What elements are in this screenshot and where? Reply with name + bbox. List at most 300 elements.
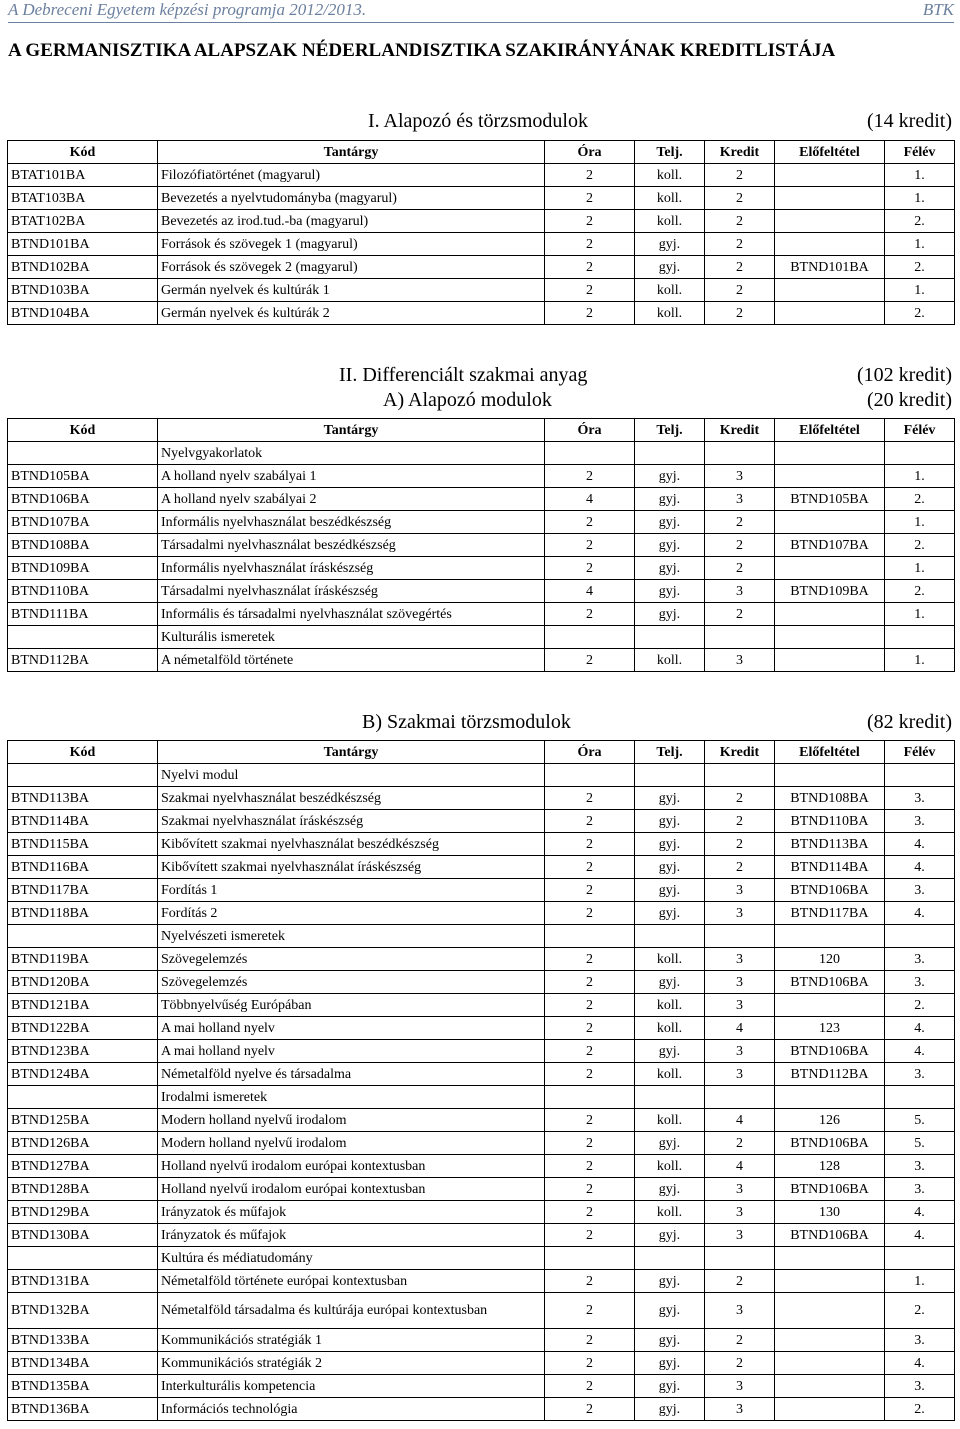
cell-telj: koll. — [635, 1017, 705, 1040]
cell-kredit: 3 — [705, 1398, 775, 1421]
cell-ora: 2 — [545, 302, 635, 325]
table-row — [8, 856, 955, 879]
column-header-ora: Óra — [545, 741, 635, 764]
cell-telj: gyj. — [635, 580, 705, 603]
cell-ora: 2 — [545, 557, 635, 580]
cell-name: Fordítás 1 — [158, 879, 545, 902]
cell-telj: koll. — [635, 649, 705, 672]
cell-elo: BTND109BA — [775, 580, 885, 603]
empty-cell — [885, 1086, 955, 1109]
cell-kod: BTND120BA — [8, 971, 158, 994]
cell-kredit: 3 — [705, 902, 775, 925]
table-row — [8, 902, 955, 925]
column-header-name: Tantárgy — [158, 419, 545, 442]
cell-elo: 126 — [775, 1109, 885, 1132]
table-row — [8, 994, 955, 1017]
empty-cell — [635, 626, 705, 649]
group-row — [8, 1247, 955, 1270]
empty-cell — [705, 1086, 775, 1109]
column-header-telj: Telj. — [635, 141, 705, 164]
cell-kredit: 2 — [705, 511, 775, 534]
cell-felev: 2. — [885, 534, 955, 557]
cell-felev: 2. — [885, 580, 955, 603]
cell-telj: gyj. — [635, 488, 705, 511]
cell-kredit: 4 — [705, 1155, 775, 1178]
empty-cell — [545, 442, 635, 465]
cell-ora: 2 — [545, 1017, 635, 1040]
cell-kredit: 2 — [705, 256, 775, 279]
cell-kod: BTND104BA — [8, 302, 158, 325]
empty-cell — [705, 626, 775, 649]
cell-felev: 1. — [885, 603, 955, 626]
cell-telj: koll. — [635, 187, 705, 210]
cell-kod: BTND108BA — [8, 534, 158, 557]
cell-telj: koll. — [635, 1063, 705, 1086]
section-2-heading — [7, 364, 952, 388]
empty-cell — [545, 764, 635, 787]
cell-felev: 3. — [885, 879, 955, 902]
cell-felev: 2. — [885, 210, 955, 233]
cell-kod: BTAT101BA — [8, 164, 158, 187]
cell-name: Modern holland nyelvű irodalom — [158, 1109, 545, 1132]
table-row — [8, 210, 955, 233]
empty-cell — [885, 764, 955, 787]
table-row — [8, 233, 955, 256]
cell-kredit: 3 — [705, 1375, 775, 1398]
cell-felev: 2. — [885, 256, 955, 279]
cell-telj: koll. — [635, 302, 705, 325]
cell-kredit: 2 — [705, 302, 775, 325]
column-header-kod: Kód — [8, 141, 158, 164]
cell-kod: BTND135BA — [8, 1375, 158, 1398]
cell-name: A holland nyelv szabályai 1 — [158, 465, 545, 488]
cell-kredit: 3 — [705, 948, 775, 971]
cell-name: Társadalmi nyelvhasználat íráskészség — [158, 580, 545, 603]
cell-kod: BTND117BA — [8, 879, 158, 902]
cell-felev: 4. — [885, 1201, 955, 1224]
empty-cell — [885, 442, 955, 465]
cell-kredit: 2 — [705, 187, 775, 210]
cell-telj: koll. — [635, 1155, 705, 1178]
group-label: Irodalmi ismeretek — [158, 1086, 545, 1109]
cell-telj: gyj. — [635, 465, 705, 488]
cell-name: Fordítás 2 — [158, 902, 545, 925]
cell-kod: BTND112BA — [8, 649, 158, 672]
cell-telj: gyj. — [635, 1352, 705, 1375]
column-header-ora: Óra — [545, 141, 635, 164]
cell-kod: BTND103BA — [8, 279, 158, 302]
cell-name: Kibővített szakmai nyelvhasználat beszédkészség — [158, 833, 545, 856]
cell-name: Források és szövegek 2 (magyarul) — [158, 256, 545, 279]
section-1-title: I. Alapozó és törzsmodulok — [368, 110, 588, 132]
cell-ora: 2 — [545, 994, 635, 1017]
cell-ora: 2 — [545, 603, 635, 626]
cell-kod: BTND132BA — [8, 1293, 158, 1329]
cell-felev: 4. — [885, 1224, 955, 1247]
cell-kredit: 2 — [705, 787, 775, 810]
cell-felev: 4. — [885, 1040, 955, 1063]
empty-cell — [885, 1247, 955, 1270]
table-row — [8, 256, 955, 279]
empty-cell — [8, 442, 158, 465]
table-row — [8, 1398, 955, 1421]
cell-ora: 2 — [545, 256, 635, 279]
cell-kredit: 3 — [705, 879, 775, 902]
table-row — [8, 511, 955, 534]
empty-cell — [885, 925, 955, 948]
section-2-title: II. Differenciált szakmai anyag — [339, 364, 588, 386]
cell-name: Interkulturális kompetencia — [158, 1375, 545, 1398]
cell-kredit: 4 — [705, 1109, 775, 1132]
section-2b-credit: (82 kredit) — [867, 711, 952, 733]
column-header-name: Tantárgy — [158, 141, 545, 164]
cell-kod: BTND114BA — [8, 810, 158, 833]
cell-telj: gyj. — [635, 1224, 705, 1247]
table-row — [8, 557, 955, 580]
cell-kod: BTND113BA — [8, 787, 158, 810]
cell-telj: koll. — [635, 210, 705, 233]
cell-elo: BTND106BA — [775, 1132, 885, 1155]
group-row — [8, 925, 955, 948]
section-1-header-row — [8, 141, 955, 164]
empty-cell — [635, 442, 705, 465]
cell-name: Germán nyelvek és kultúrák 2 — [158, 302, 545, 325]
table-row — [8, 1375, 955, 1398]
cell-felev: 3. — [885, 1155, 955, 1178]
table-row — [8, 971, 955, 994]
cell-kod: BTND134BA — [8, 1352, 158, 1375]
cell-kod: BTND102BA — [8, 256, 158, 279]
cell-elo — [775, 1270, 885, 1293]
cell-telj: gyj. — [635, 557, 705, 580]
cell-telj: gyj. — [635, 534, 705, 557]
table-row — [8, 164, 955, 187]
empty-cell — [635, 925, 705, 948]
cell-elo: 130 — [775, 1201, 885, 1224]
group-label: Nyelvgyakorlatok — [158, 442, 545, 465]
group-label: Kulturális ismeretek — [158, 626, 545, 649]
cell-kredit: 2 — [705, 233, 775, 256]
table-row — [8, 1201, 955, 1224]
cell-ora: 2 — [545, 649, 635, 672]
cell-felev: 2. — [885, 488, 955, 511]
cell-name: Többnyelvűség Európában — [158, 994, 545, 1017]
cell-kredit: 2 — [705, 856, 775, 879]
cell-kod: BTND123BA — [8, 1040, 158, 1063]
cell-elo: 123 — [775, 1017, 885, 1040]
cell-telj: gyj. — [635, 971, 705, 994]
cell-elo: BTND113BA — [775, 833, 885, 856]
cell-elo — [775, 1375, 885, 1398]
cell-elo: BTND117BA — [775, 902, 885, 925]
empty-cell — [545, 1086, 635, 1109]
cell-name: Germán nyelvek és kultúrák 1 — [158, 279, 545, 302]
cell-felev: 2. — [885, 302, 955, 325]
cell-kod: BTND126BA — [8, 1132, 158, 1155]
cell-kredit: 2 — [705, 833, 775, 856]
cell-elo: BTND106BA — [775, 971, 885, 994]
cell-felev: 3. — [885, 1178, 955, 1201]
cell-ora: 2 — [545, 1224, 635, 1247]
cell-ora: 2 — [545, 1040, 635, 1063]
cell-felev: 5. — [885, 1109, 955, 1132]
cell-elo — [775, 465, 885, 488]
cell-ora: 2 — [545, 279, 635, 302]
cell-name: Modern holland nyelvű irodalom — [158, 1132, 545, 1155]
column-header-elo: Előfeltétel — [775, 741, 885, 764]
cell-kredit: 2 — [705, 1270, 775, 1293]
empty-cell — [8, 1086, 158, 1109]
section-2b-table — [7, 740, 955, 1421]
cell-kod: BTND124BA — [8, 1063, 158, 1086]
cell-felev: 1. — [885, 649, 955, 672]
cell-name: Szövegelemzés — [158, 971, 545, 994]
cell-ora: 2 — [545, 1329, 635, 1352]
cell-telj: koll. — [635, 948, 705, 971]
cell-kod: BTND119BA — [8, 948, 158, 971]
empty-cell — [705, 1247, 775, 1270]
cell-kod: BTND122BA — [8, 1017, 158, 1040]
cell-telj: gyj. — [635, 1398, 705, 1421]
cell-kod: BTAT103BA — [8, 187, 158, 210]
cell-kredit: 3 — [705, 580, 775, 603]
cell-ora: 2 — [545, 164, 635, 187]
cell-kod: BTND107BA — [8, 511, 158, 534]
cell-elo: 120 — [775, 948, 885, 971]
cell-kod: BTND105BA — [8, 465, 158, 488]
cell-felev: 4. — [885, 856, 955, 879]
empty-cell — [8, 626, 158, 649]
cell-telj: gyj. — [635, 787, 705, 810]
cell-elo — [775, 994, 885, 1017]
cell-kod: BTND130BA — [8, 1224, 158, 1247]
empty-cell — [775, 1247, 885, 1270]
column-header-felev: Félév — [885, 419, 955, 442]
empty-cell — [8, 1247, 158, 1270]
cell-telj: koll. — [635, 279, 705, 302]
cell-felev: 2. — [885, 1293, 955, 1329]
cell-name: Informális nyelvhasználat íráskészség — [158, 557, 545, 580]
cell-name: A mai holland nyelv — [158, 1040, 545, 1063]
column-header-telj: Telj. — [635, 419, 705, 442]
header-left-text: A Debreceni Egyetem képzési programja 2012/2013. — [8, 0, 367, 19]
column-header-kod: Kód — [8, 741, 158, 764]
empty-cell — [775, 925, 885, 948]
table-row — [8, 1040, 955, 1063]
section-2a-header-row — [8, 419, 955, 442]
section-1-credit: (14 kredit) — [867, 110, 952, 132]
cell-kredit: 2 — [705, 810, 775, 833]
cell-felev: 4. — [885, 1352, 955, 1375]
empty-cell — [775, 1086, 885, 1109]
table-row — [8, 1352, 955, 1375]
column-header-kredit: Kredit — [705, 141, 775, 164]
empty-cell — [635, 1247, 705, 1270]
table-row — [8, 879, 955, 902]
cell-telj: gyj. — [635, 833, 705, 856]
cell-kredit: 2 — [705, 210, 775, 233]
cell-telj: gyj. — [635, 1375, 705, 1398]
cell-name: A németalföld története — [158, 649, 545, 672]
empty-cell — [8, 764, 158, 787]
cell-elo: BTND108BA — [775, 787, 885, 810]
empty-cell — [705, 442, 775, 465]
cell-felev: 3. — [885, 948, 955, 971]
table-row — [8, 649, 955, 672]
cell-elo — [775, 1352, 885, 1375]
table-row — [8, 1178, 955, 1201]
cell-elo: 128 — [775, 1155, 885, 1178]
cell-telj: koll. — [635, 994, 705, 1017]
cell-kredit: 2 — [705, 164, 775, 187]
empty-cell — [775, 626, 885, 649]
group-row — [8, 442, 955, 465]
cell-ora: 2 — [545, 534, 635, 557]
cell-kredit: 3 — [705, 1293, 775, 1329]
cell-kredit: 3 — [705, 971, 775, 994]
cell-kredit: 3 — [705, 1063, 775, 1086]
cell-ora: 2 — [545, 1352, 635, 1375]
cell-telj: gyj. — [635, 256, 705, 279]
cell-name: Források és szövegek 1 (magyarul) — [158, 233, 545, 256]
empty-cell — [635, 1086, 705, 1109]
cell-kod: BTND101BA — [8, 233, 158, 256]
section-2b-header-row — [8, 741, 955, 764]
table-row — [8, 1293, 955, 1329]
cell-telj: koll. — [635, 1201, 705, 1224]
cell-kod: BTND116BA — [8, 856, 158, 879]
column-header-felev: Félév — [885, 141, 955, 164]
cell-telj: koll. — [635, 1109, 705, 1132]
cell-kod: BTND131BA — [8, 1270, 158, 1293]
cell-elo — [775, 1329, 885, 1352]
column-header-kredit: Kredit — [705, 741, 775, 764]
cell-felev: 4. — [885, 833, 955, 856]
section-1-heading — [7, 110, 952, 134]
cell-name: Irányzatok és műfajok — [158, 1201, 545, 1224]
section-2a-title: A) Alapozó modulok — [383, 389, 552, 411]
section-2a-table — [7, 418, 955, 672]
cell-ora: 2 — [545, 971, 635, 994]
cell-name: Németalföld nyelve és társadalma — [158, 1063, 545, 1086]
cell-elo — [775, 1293, 885, 1329]
empty-cell — [545, 1247, 635, 1270]
cell-kredit: 3 — [705, 465, 775, 488]
empty-cell — [885, 626, 955, 649]
cell-name: Bevezetés az irod.tud.-ba (magyarul) — [158, 210, 545, 233]
cell-felev: 3. — [885, 787, 955, 810]
cell-felev: 3. — [885, 971, 955, 994]
column-header-felev: Félév — [885, 741, 955, 764]
table-row — [8, 465, 955, 488]
cell-kod: BTND129BA — [8, 1201, 158, 1224]
table-row — [8, 1270, 955, 1293]
table-row — [8, 833, 955, 856]
cell-kredit: 2 — [705, 557, 775, 580]
group-label: Nyelvi modul — [158, 764, 545, 787]
cell-felev: 1. — [885, 1270, 955, 1293]
section-2b-title: B) Szakmai törzsmodulok — [362, 711, 571, 733]
cell-kredit: 3 — [705, 649, 775, 672]
cell-kod: BTND136BA — [8, 1398, 158, 1421]
cell-name: Filozófiatörténet (magyarul) — [158, 164, 545, 187]
cell-kod: BTND109BA — [8, 557, 158, 580]
empty-cell — [8, 925, 158, 948]
cell-elo: BTND106BA — [775, 1178, 885, 1201]
cell-telj: gyj. — [635, 1270, 705, 1293]
cell-elo: BTND106BA — [775, 1224, 885, 1247]
cell-kredit: 3 — [705, 1224, 775, 1247]
cell-kredit: 4 — [705, 1017, 775, 1040]
cell-elo — [775, 557, 885, 580]
cell-kredit: 3 — [705, 488, 775, 511]
cell-elo — [775, 649, 885, 672]
empty-cell — [545, 925, 635, 948]
cell-name: A holland nyelv szabályai 2 — [158, 488, 545, 511]
cell-name: Információs technológia — [158, 1398, 545, 1421]
cell-ora: 4 — [545, 580, 635, 603]
cell-ora: 2 — [545, 856, 635, 879]
cell-ora: 2 — [545, 833, 635, 856]
cell-ora: 2 — [545, 465, 635, 488]
cell-ora: 2 — [545, 233, 635, 256]
empty-cell — [705, 925, 775, 948]
cell-felev: 1. — [885, 279, 955, 302]
cell-kod: BTND128BA — [8, 1178, 158, 1201]
cell-telj: gyj. — [635, 1132, 705, 1155]
cell-name: Kommunikációs stratégiák 2 — [158, 1352, 545, 1375]
cell-felev: 1. — [885, 164, 955, 187]
cell-elo — [775, 603, 885, 626]
section-2b-heading — [7, 711, 952, 735]
group-row — [8, 1086, 955, 1109]
cell-name: Németalföld társadalma és kultúrája európai kontextusban — [158, 1293, 545, 1329]
cell-name: Holland nyelvű irodalom európai kontextusban — [158, 1178, 545, 1201]
cell-ora: 2 — [545, 810, 635, 833]
section-2-credit: (102 kredit) — [857, 364, 952, 386]
cell-kredit: 2 — [705, 534, 775, 557]
cell-name: Holland nyelvű irodalom európai kontextusban — [158, 1155, 545, 1178]
cell-ora: 2 — [545, 1109, 635, 1132]
cell-kod: BTND110BA — [8, 580, 158, 603]
section-1-table — [7, 140, 955, 325]
section-2a-heading — [7, 389, 952, 413]
cell-name: Szakmai nyelvhasználat beszédkészség — [158, 787, 545, 810]
cell-kredit: 2 — [705, 603, 775, 626]
cell-ora: 2 — [545, 511, 635, 534]
column-header-kod: Kód — [8, 419, 158, 442]
cell-felev: 4. — [885, 1017, 955, 1040]
section-2a-credit: (20 kredit) — [867, 389, 952, 411]
cell-elo: BTND114BA — [775, 856, 885, 879]
cell-ora: 2 — [545, 1063, 635, 1086]
group-row — [8, 764, 955, 787]
cell-felev: 2. — [885, 1398, 955, 1421]
page-header — [8, 0, 954, 23]
cell-ora: 2 — [545, 948, 635, 971]
cell-ora: 2 — [545, 1178, 635, 1201]
group-label: Nyelvészeti ismeretek — [158, 925, 545, 948]
cell-ora: 2 — [545, 1132, 635, 1155]
cell-telj: gyj. — [635, 1040, 705, 1063]
cell-kredit: 2 — [705, 1352, 775, 1375]
cell-telj: gyj. — [635, 902, 705, 925]
cell-kredit: 3 — [705, 1201, 775, 1224]
document-title: A GERMANISZTIKA ALAPSZAK NÉDERLANDISZTIKA SZAKIRÁNYÁNAK KREDITLISTÁJA — [8, 40, 836, 61]
cell-ora: 2 — [545, 902, 635, 925]
cell-felev: 1. — [885, 511, 955, 534]
cell-felev: 4. — [885, 902, 955, 925]
